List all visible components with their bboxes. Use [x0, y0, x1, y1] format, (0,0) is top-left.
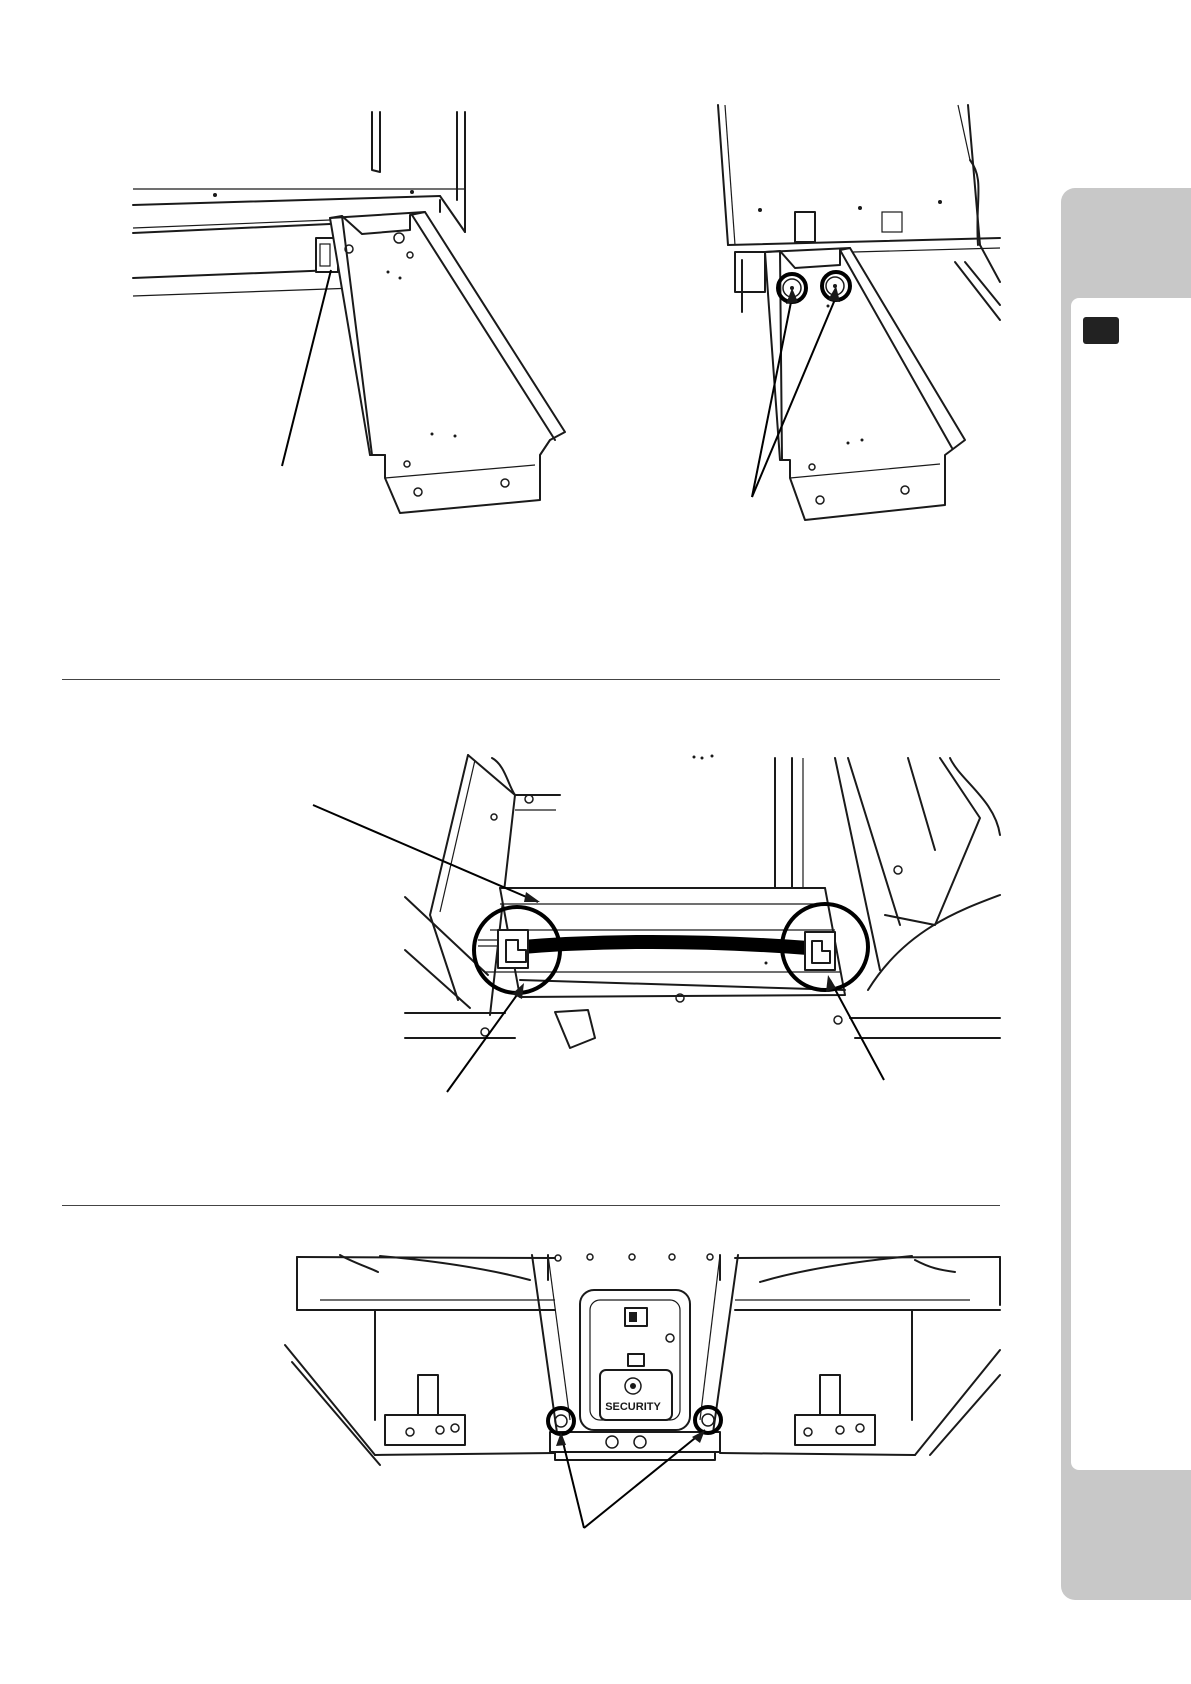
figure-3-drawing — [285, 1254, 1000, 1528]
figure-1a-drawing — [133, 112, 565, 513]
security-label: SECURITY — [605, 1401, 661, 1413]
figure-2-drawing — [313, 755, 1000, 1093]
figure-1b-drawing — [718, 105, 1000, 520]
